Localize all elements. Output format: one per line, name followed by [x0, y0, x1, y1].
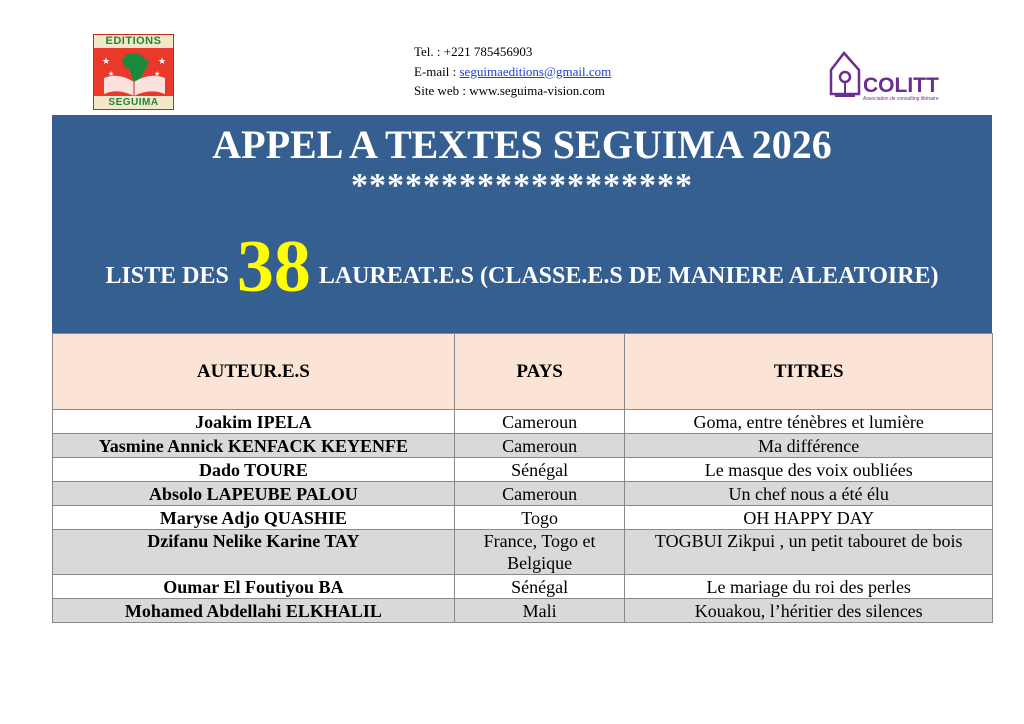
colitt-tagline: Association de consulting littéraire	[863, 96, 939, 102]
table-row	[53, 530, 993, 575]
logo-top-text: EDITIONS	[94, 35, 173, 48]
title-cell: TOGBUI Zikpui , un petit tabouret de bois	[625, 530, 993, 575]
table-row	[53, 506, 993, 530]
pen-nib-icon	[826, 50, 866, 104]
title-banner	[52, 115, 992, 333]
colitt-logo	[826, 50, 956, 104]
author-cell: Oumar El Foutiyou BA	[53, 575, 455, 599]
country-cell: Cameroun	[454, 410, 625, 434]
table-header-row	[53, 334, 993, 410]
seguima-editions-logo	[93, 34, 174, 110]
country-cell: Cameroun	[454, 434, 625, 458]
svg-text:★: ★	[158, 56, 167, 66]
country-cell: Sénégal	[454, 458, 625, 482]
contact-email-line	[414, 62, 611, 82]
table-row	[53, 599, 993, 623]
subtitle-before: LISTE DES	[105, 263, 229, 289]
header-authors: AUTEUR.E.S	[53, 334, 455, 410]
table-row	[53, 575, 993, 599]
logo-bottom-text: SEGUIMA	[94, 96, 173, 109]
contact-website: Site web : www.seguima-vision.com	[414, 83, 605, 98]
title-cell: Kouakou, l’héritier des silences	[625, 599, 993, 623]
laureates-table	[52, 333, 993, 623]
table-row	[53, 458, 993, 482]
contact-tel: Tel. : +221 785456903	[414, 44, 533, 59]
author-cell: Joakim IPELA	[53, 410, 455, 434]
banner-subtitle	[52, 225, 992, 310]
subtitle-after: LAUREAT.E.S (CLASSE.E.S DE MANIERE ALEATOIRE)	[318, 263, 939, 289]
country-cell: Togo	[454, 506, 625, 530]
table-row	[53, 410, 993, 434]
country-cell: Mali	[454, 599, 625, 623]
title-cell: Le mariage du roi des perles	[625, 575, 993, 599]
author-cell: Dzifanu Nelike Karine TAY	[53, 530, 455, 575]
contact-info	[414, 42, 611, 101]
country-cell: Sénégal	[454, 575, 625, 599]
table-row	[53, 482, 993, 506]
title-cell: OH HAPPY DAY	[625, 506, 993, 530]
header-titles: TITRES	[625, 334, 993, 410]
table-row	[53, 434, 993, 458]
author-cell: Yasmine Annick KENFACK KEYENFE	[53, 434, 455, 458]
author-cell: Absolo LAPEUBE PALOU	[53, 482, 455, 506]
author-cell: Maryse Adjo QUASHIE	[53, 506, 455, 530]
laureate-count: 38	[236, 226, 311, 308]
page-title: APPEL A TEXTES SEGUIMA 2026	[212, 122, 832, 167]
country-cell: Cameroun	[454, 482, 625, 506]
header-country: PAYS	[454, 334, 625, 410]
colitt-name: COLITT	[863, 74, 939, 97]
author-cell: Mohamed Abdellahi ELKHALIL	[53, 599, 455, 623]
book-stars-icon	[94, 48, 174, 98]
title-cell: Un chef nous a été élu	[625, 482, 993, 506]
title-cell: Le masque des voix oubliées	[625, 458, 993, 482]
svg-text:★: ★	[108, 70, 115, 78]
svg-text:★: ★	[154, 70, 161, 78]
author-cell: Dado TOURE	[53, 458, 455, 482]
country-cell: France, Togo et Belgique	[454, 530, 625, 575]
svg-text:★: ★	[102, 56, 111, 66]
stars-divider: *******************	[351, 167, 693, 204]
contact-email-link[interactable]: seguimaeditions@gmail.com	[459, 63, 612, 79]
title-cell: Goma, entre ténèbres et lumière	[625, 410, 993, 434]
title-cell: Ma différence	[625, 434, 993, 458]
contact-email-label: E-mail :	[414, 63, 460, 79]
